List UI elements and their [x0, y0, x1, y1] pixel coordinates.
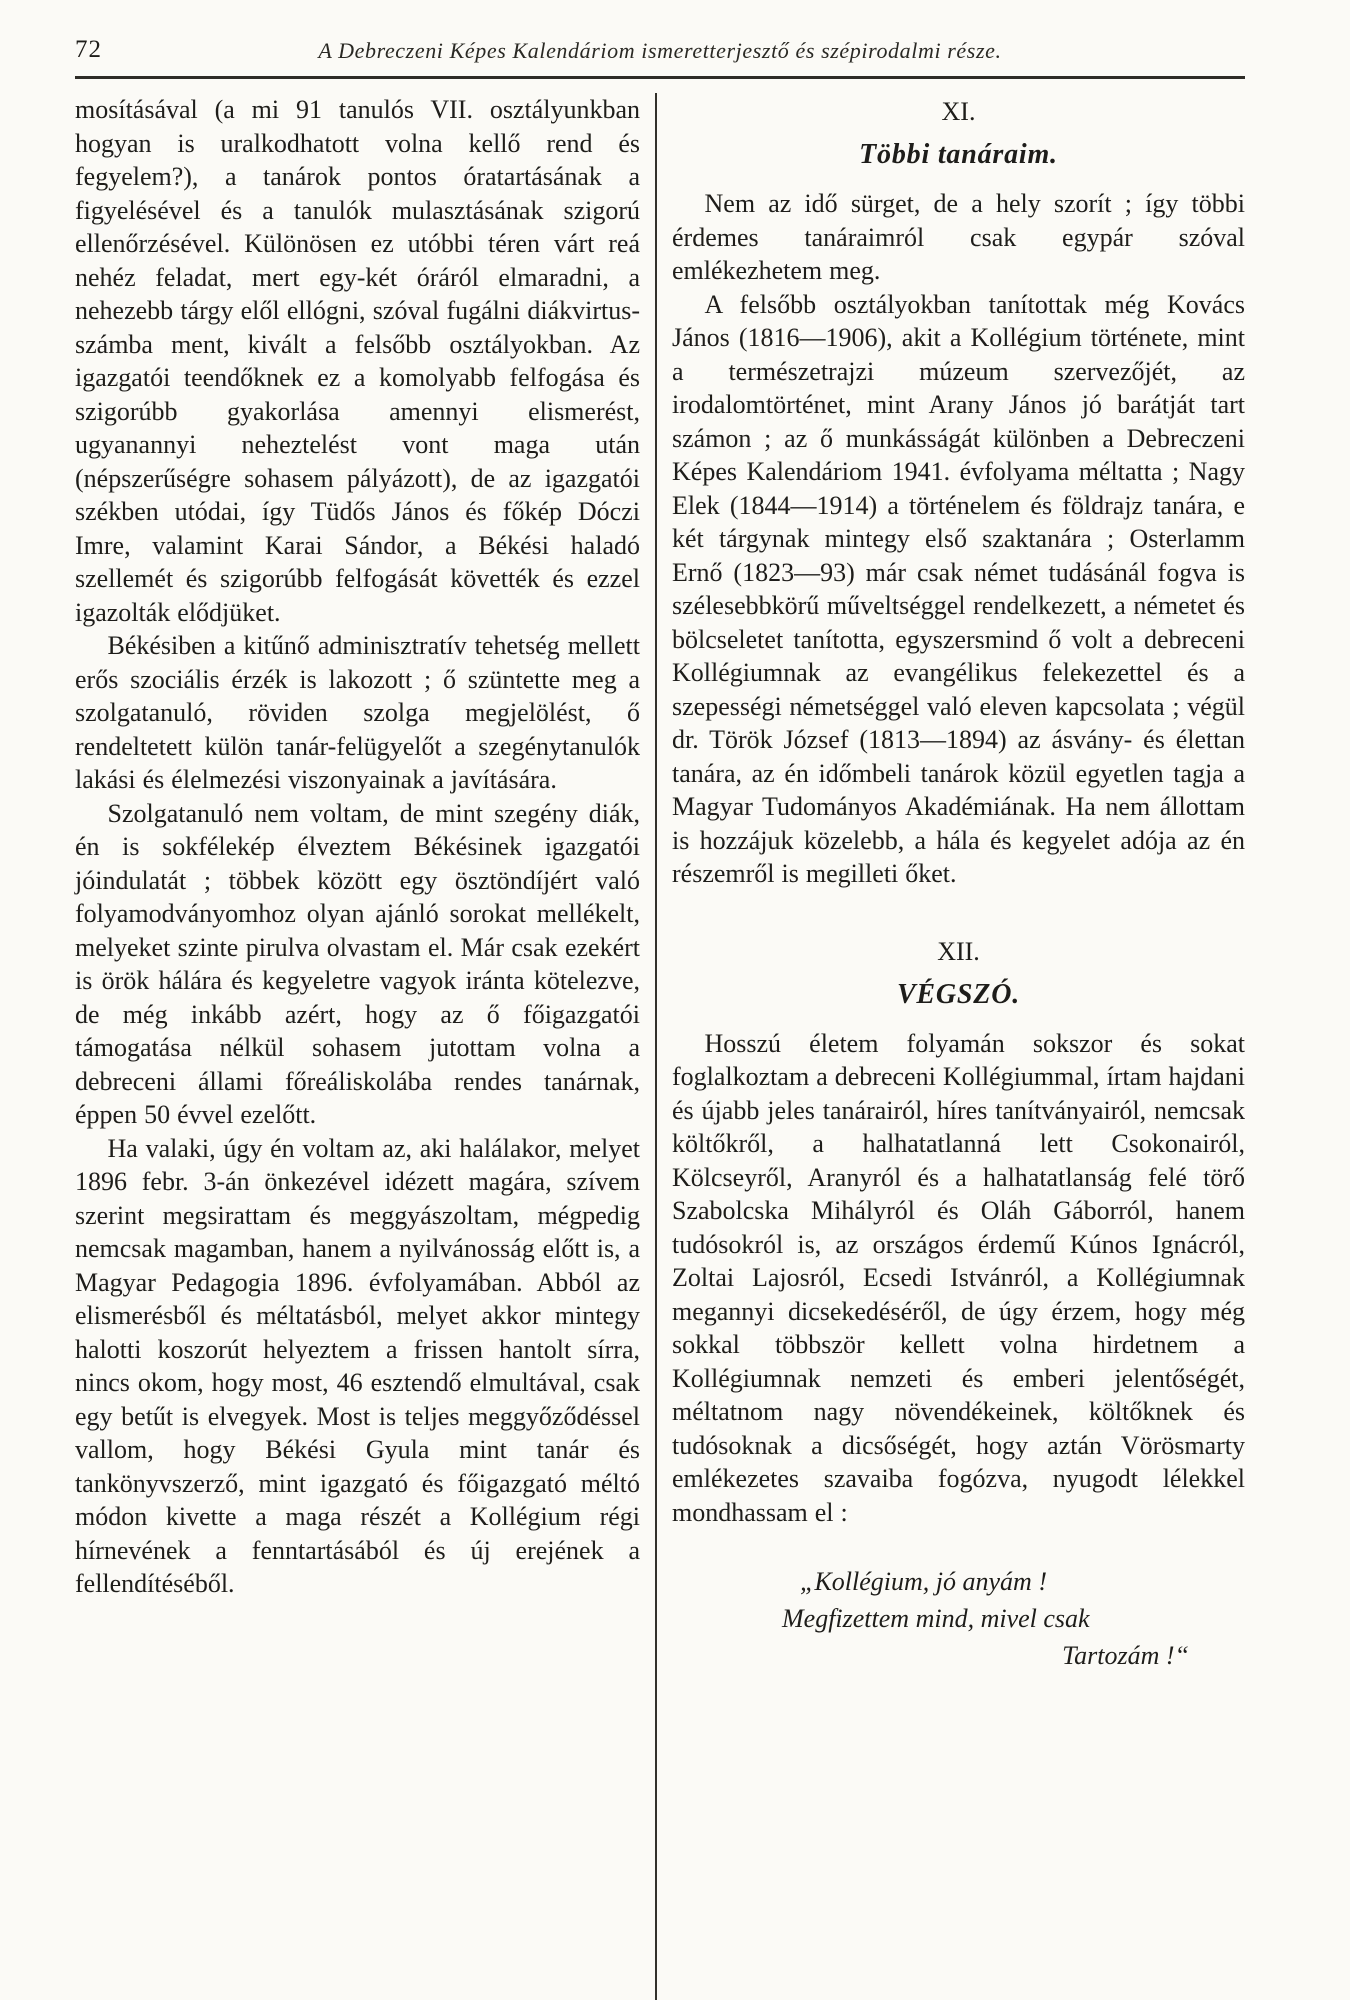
text-columns: [75, 93, 1245, 2000]
page-number: 72: [75, 36, 102, 63]
paragraph: Békésiben a kitűnő adminisztratív tehetség mellett erős szociális érzék is lakozott ; ő szüntette meg a szolgatanuló, röviden szolga megjelölést, ő rendeltetett külön tanár-felügyelőt a szegénytanulók lakási és élelmezési viszonyainak a javítására.: [75, 631, 640, 794]
quote-line: „Kollégium, jó anyám !: [800, 1567, 1047, 1596]
quote-line: Tartozám !“: [1062, 1641, 1189, 1670]
right-column: [672, 93, 1245, 2000]
section-title: Többi tanáraim.: [859, 139, 1058, 170]
left-column: [75, 93, 640, 2000]
paragraph: Ha valaki, úgy én voltam az, aki halálakor, melyet 1896 febr. 3-án önkezével idézett magára, szívem szerint megsirattam és meggyászoltam, mégpedig nemcsak magamban, hanem a nyilvánosság előtt is, a Magyar Pedagogia 1896. évfolyamában. Abból az elismerésből és méltatásból, melyet akkor mintegy halotti koszorút helyeztem a frissen hantolt sírra, nincs okom, hogy most, 46 esztendő elmultával, csak egy betűt is elvegyek. Most is teljes meggyőződéssel vallom, hogy Békési Gyula mint tanár és tankönyvszerző, mint igazgató és főigazgató méltó módon kivette a maga részét a Kollégium régi hírnevének a fenntartásából és új erejének a fellendítéséből.: [75, 1133, 640, 1598]
header-rule: [75, 76, 1245, 79]
page-header: [75, 34, 1245, 74]
paragraph: Nem az idő sürget, de a hely szorít ; így többi érdemes tanáraimról csak egypár szóval emlékezhetem meg.: [672, 189, 1245, 285]
section-title: VÉGSZÓ.: [896, 978, 1021, 1010]
running-title: A Debreczeni Képes Kalendáriom ismeretterjesztő és szépirodalmi része.: [318, 38, 1002, 63]
section-xii: [672, 937, 1245, 1530]
column-divider: [655, 93, 657, 2000]
paragraph: Hosszú életem folyamán sokszor és sokat foglalkoztam a debreceni Kollégiummal, írtam hajdani és újabb jeles tanárairól, híres tanítványairól, nemcsak költőkről, a halhatatlanná lett Csokonairól, Kölcseyről, Aranyról és a halhatatlanság felé törő Szabolcska Mihályról és Oláh Gáborról, hanem tudósokról is, az országos érdemű Kúnos Ignácról, Zoltai Lajosról, Ecsedi Istvánról, a Kollégiumnak megannyi dicsekedéséről, de úgy érzem, hogy még sokkal többször kellett volna hirdetnem a Kollégiumnak nemzeti és emberi jelentőségét, méltatnom nagy növendékeinek, költőknek és tudósoknak a dicsőségét, hogy aztán Vörösmarty emlékezetes szavaiba fogózva, nyugodt lélekkel mondhassam el :: [672, 1028, 1245, 1527]
paragraph: Szolgatanuló nem voltam, de mint szegény diák, én is sokfélekép élveztem Békésinek igazgatói jóindulatát ; többek között egy ösztöndíjért való folyamodványomhoz olyan ajánló sorokat mellékelt, melyeket szinte pirulva olvastam el. Már csak ezekért is örök hálára és kegyeletre vagyok iránta kötelezve, de még inkább azért, hogy az ő főigazgatói támogatása nélkül sohasem jutottam volna a debreceni állami főreáliskolába rendes tanárnak, éppen 50 évvel ezelőtt.: [75, 798, 640, 1129]
paragraph: A felsőbb osztályokban tanítottak még Kovács János (1816—1906), akit a Kollégium története, mint a természetrajzi múzeum szervezőjét, az irodalomtörténet, mint Arany János jó barátját tart számon ; az ő munkásságát különben a Debreczeni Képes Kalendáriom 1941. évfolyama méltatta ; Nagy Elek (1844—1914) a történelem és földrajz tanára, e két tárgynak mintegy első szaktanára ; Osterlamm Ernő (1823—93) már csak német tudásánál fogva is szélesebbkörű műveltséggel rendelkezett, a németet és bölcseletet tanította, egyszersmind ő volt a debreceni Kollégiumnak az evangélikus felekezettel és a szepességi németséggel való eleven kapcsolata ; végül dr. Török József (1813—1894) az ásvány- és élettan tanára, az én időmbeli tanárok közül egyetlen tagja a Magyar Tudományos Akadémiának. Ha nem állottam is hozzájuk közelebb, a hála és kegyelet adója az én részemről is megilleti őket.: [672, 289, 1245, 888]
section-xi: [672, 97, 1245, 891]
section-number: XI.: [941, 97, 976, 126]
paragraph-continuation: mosításával (a mi 91 tanulós VII. osztályunkban hogyan is uralkodhatott volna kellő rend és fegyelem?), a tanárok pontos óratartásának a figyelésével és a tanulók mulasztásának szigorú ellenőrzésével. Különösen ez utóbbi téren várt reá nehéz feladat, mert egy-két óráról elmaradni, a nehezebb tárgy elől ellógni, szóval fugálni diákvirtus-számba ment, kivált a felsőbb osztályokban. Az igazgatói teendőknek ez a komolyabb felfogása és szigorúbb gyakorlása amennyi elismerést, ugyanannyi neheztelést vont maga után (népszerűségre sohasem pályázott), de az igazgatói székben utódai, így Tüdős János és főkép Dóczi Imre, valamint Karai Sándor, a Békési haladó szellemét és szigorúbb felfogását követték és ezzel igazolták elődjüket.: [75, 95, 640, 627]
quote-line: Megfizettem mind, mivel csak: [782, 1604, 1090, 1633]
section-number: XII.: [937, 936, 980, 966]
closing-quote: [672, 1563, 1245, 1674]
